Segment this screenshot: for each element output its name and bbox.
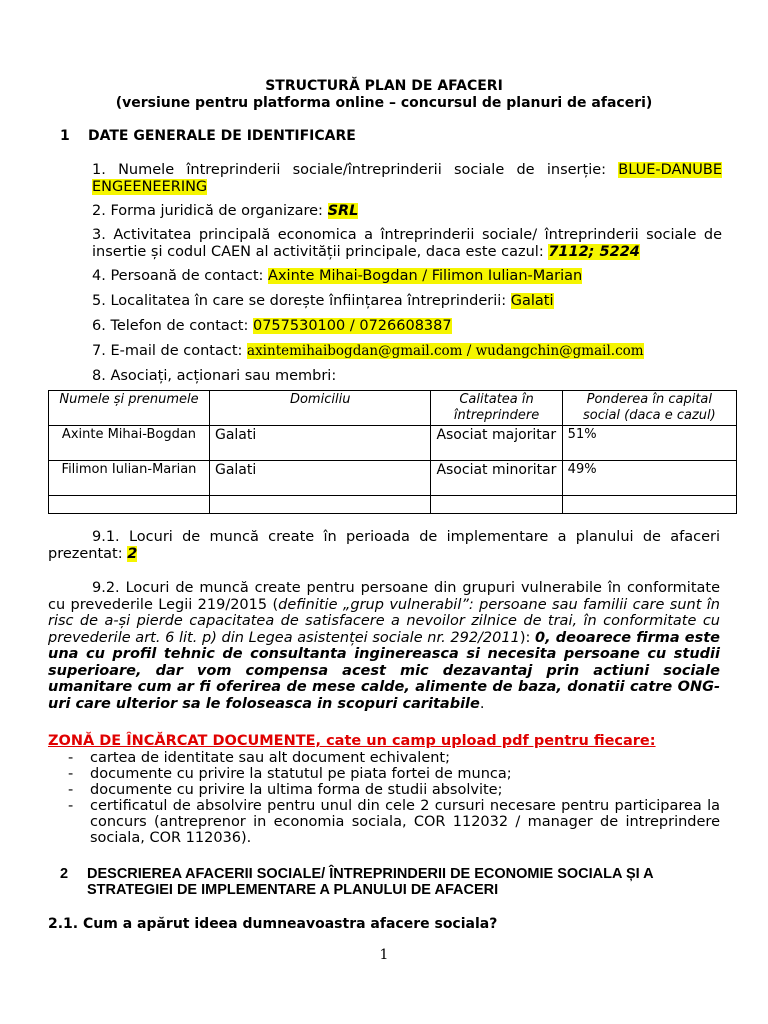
column-header-role: Calitatea în întreprindere	[431, 391, 562, 426]
table-header-row	[49, 391, 737, 426]
page-number: 1	[379, 947, 389, 963]
question-2-1: 2.1. Cum a apărut ideea dumneavoastra afacere sociala?	[48, 916, 498, 932]
list-item: - certificatul de absolvire pentru unul din cele 2 cursuri necesare pentru participarea la concurs (antreprenor in economia sociala, COR 112032 / manager de intreprindere sociala, COR 112036).	[68, 798, 720, 846]
document-subtitle: (versiune pentru platforma online – concursul de planuri de afaceri)	[115, 95, 653, 111]
vulnerable-group-definition: definitie „grup vulnerabil”: persoane sau familii care sunt în risc de a-și pierde capacitatea de satisfacere a nevoilor zilnice de trai, în conformitate cu prevederile art. 6 lit. p) din Legea asistenței sociale nr. 292/2011	[48, 596, 720, 646]
field-vulnerable-jobs: 9.2. Locuri de muncă create pentru persoane din grupuri vulnerabile în conformitate cu prevederile Legii 219/2015 (definitie „grup vulnerabil”: persoane sau familii care sunt în risc de a-și pierde capacitatea de satisfacere a nevoilor zilnice de trai, în conformitate cu prevederile art. 6 lit. p) din Legea asistenței sociale nr. 292/2011): 0, deoarece firma este una cu profil tehnic de consultanta inginereasca si necesita persoane cu studii superioare, dar vom compensa acest mic dezavantaj prin actiuni sociale umanitare cum ar fi oferirea de mese calde, alimente de baza, donatii catre ONG-uri care ulterior sa le foloseasca in scopuri caritabile.	[48, 580, 720, 712]
field-associates-label: 8. Asociați, acționari sau membri:	[92, 368, 337, 384]
vulnerable-jobs-answer: 0, deoarece firma este una cu profil tehnic de consultanta inginereasca si necesita persoane cu studii superioare, dar vom compensa acest mic dezavantaj prin actiuni sociale umanitare cum ar fi oferirea de mese calde, alimente de baza, donatii catre ONG-uri care ulterior sa le foloseasca in scopuri caritabile	[48, 629, 720, 712]
cell-share: 49%	[562, 461, 736, 496]
field-label: 9.2. Locuri de muncă create pentru persoane din grupuri vulnerabile în conformitate cu prevederile Legii 219/2015 (	[48, 580, 720, 613]
field-label: 2. Forma juridică de organizare:	[92, 203, 323, 219]
contact-person-value: Axinte Mihai-Bogdan / Filimon Iulian-Marian	[268, 268, 583, 284]
legal-form-value: SRL	[327, 203, 359, 219]
table-row-empty	[49, 496, 737, 514]
upload-documents-list	[68, 750, 720, 846]
table-row	[49, 426, 737, 461]
section1-number: 1	[60, 128, 70, 144]
section1-title: DATE GENERALE DE IDENTIFICARE	[88, 128, 356, 144]
cell-address: Galati	[209, 461, 430, 496]
caen-code-value: 7112; 5224	[548, 244, 640, 260]
column-header-name: Numele și prenumele	[49, 391, 210, 426]
field-label: 1. Numele întreprinderii sociale/întreprinderii sociale de inserție:	[92, 162, 607, 178]
jobs-created-value: 2	[127, 546, 138, 562]
phone-value: 0757530100 / 0726608387	[252, 318, 452, 334]
cell-name: Axinte Mihai-Bogdan	[49, 426, 210, 461]
field-contact-person	[92, 268, 582, 285]
field-jobs-created	[48, 529, 720, 563]
field-email	[92, 343, 644, 360]
field-label: 5. Localitatea în care se dorește înființarea întreprinderii:	[92, 293, 507, 309]
cell-role: Asociat minoritar	[431, 461, 562, 496]
cell-name: Filimon Iulian-Marian	[49, 461, 210, 496]
locality-value: Galati	[510, 293, 554, 309]
field-main-activity	[92, 227, 722, 261]
field-label: 7. E-mail de contact:	[92, 343, 243, 359]
field-locality	[92, 293, 554, 310]
list-item: - documente cu privire la ultima forma de studii absolvite;	[68, 782, 503, 798]
table-row	[49, 461, 737, 496]
document-title: STRUCTURĂ PLAN DE AFACERI	[265, 78, 503, 94]
section2-number: 2	[60, 866, 69, 882]
cell-share: 51%	[562, 426, 736, 461]
field-label: 6. Telefon de contact:	[92, 318, 249, 334]
field-phone	[92, 318, 452, 335]
upload-zone-title: ZONĂ DE ÎNCĂRCAT DOCUMENTE, cate un camp upload pdf pentru fiecare:	[48, 733, 656, 749]
enterprise-name-value: BLUE-DANUBE ENGEENEERING	[92, 162, 722, 195]
email-value: axintemihaibogdan@gmail.com / wudangchin@gmail.com	[247, 343, 644, 359]
list-item: - documente cu privire la statutul pe piata fortei de munca;	[68, 766, 512, 782]
column-header-share: Ponderea în capital social (daca e cazul)	[562, 391, 736, 426]
field-enterprise-name	[92, 162, 722, 196]
field-label: 3. Activitatea principală economica a întreprinderii sociale/ întreprinderii sociale de insertie și codul CAEN al activității principale, daca este cazul:	[92, 227, 722, 260]
field-label: 9.1. Locuri de muncă create în perioada de implementare a planului de afaceri prezentat:	[48, 529, 720, 562]
cell-role: Asociat majoritar	[431, 426, 562, 461]
associates-table	[48, 390, 737, 514]
field-legal-form	[92, 203, 358, 220]
cell-address: Galati	[209, 426, 430, 461]
column-header-address: Domiciliu	[209, 391, 430, 426]
list-item: - cartea de identitate sau alt document echivalent;	[68, 750, 451, 766]
section2-title: DESCRIEREA AFACERII SOCIALE/ ÎNTREPRINDERII DE ECONOMIE SOCIALA ȘI A STRATEGIEI DE IMPLEMENTARE A PLANULUI DE AFACERI	[87, 866, 654, 898]
field-label: 4. Persoană de contact:	[92, 268, 264, 284]
